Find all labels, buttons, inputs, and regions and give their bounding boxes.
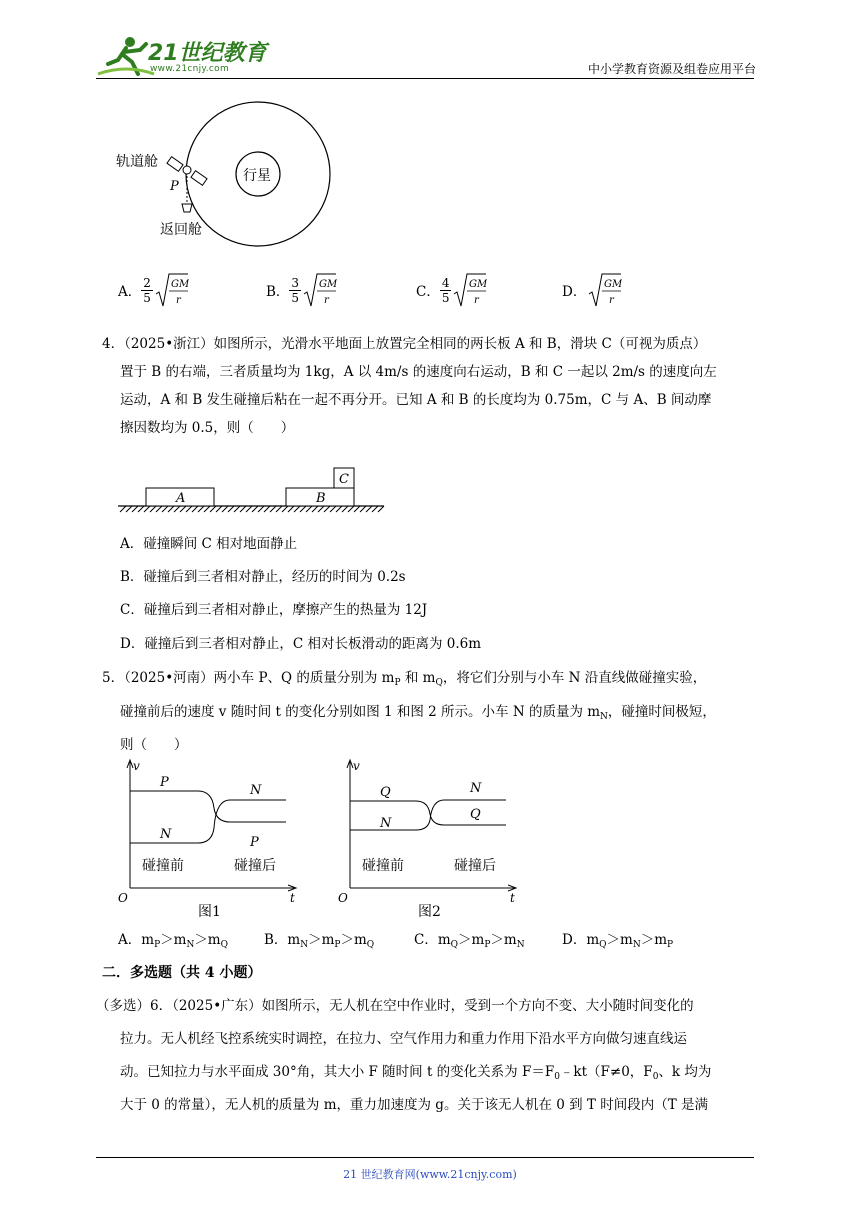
q3-option-1: B． $\frac{3}{5}$ GM r [266,275,338,306]
q5-option-0: A．$m_P>m_N>m_Q$ [118,932,229,950]
q6-line4: 大于 0 的常量），无人机的质量为 m，重力加速度为 g。关于该无人机在 0 到 T 时间段内（T 是满 [120,1097,709,1113]
svg-text:GM: GM [604,279,623,290]
svg-text:碰撞前: 碰撞前 [362,858,404,874]
svg-text:N: N [380,816,392,831]
q4-option-d: D．碰撞后到三者相对静止，C 相对长板滑动的距离为 0.6m [120,636,482,652]
svg-text:t: t [290,891,295,905]
svg-text:N: N [470,781,482,796]
runner-logo-icon [96,34,156,78]
svg-text:N: N [250,783,262,798]
velocity-graph-2 [332,758,532,924]
q6-line1: （多选）6．（2025•广东）如图所示，无人机在空中作业时，受到一个方向不变、大小随时间变化的 [96,998,694,1014]
return-capsule-icon [182,204,192,212]
svg-text:r: r [609,295,615,306]
svg-text:r: r [324,295,329,306]
svg-text:碰撞前: 碰撞前 [142,858,184,874]
q4-line1: 4．（2025•浙江）如图所示，光滑水平地面上放置完全相同的两长板 A 和 B，滑块 C（可视为质点） [102,336,707,352]
point-p-label: P [170,179,179,194]
return-label: 返回舱 [160,222,202,238]
logo-text: 21世纪教育 [148,41,267,66]
planet-label: 行星 [243,168,271,184]
svg-text:碰撞后: 碰撞后 [234,858,276,874]
header-platform-text: 中小学教育资源及组卷应用平台 [587,62,756,76]
svg-text:图1: 图1 [198,904,221,920]
footer-text: 21 世纪教育网(www.21cnjy.com) [343,1168,517,1181]
q4-line4: 擦因数均为 0.5，则（ ） [120,420,295,436]
svg-text:P: P [160,775,169,790]
q5-line2: 碰撞前后的速度 v 随时间 t 的变化分别如图 1 和图 2 所示。小车 N 的质量为 $m_N$，碰撞时间极短， [120,704,716,722]
svg-text:Q: Q [470,807,481,822]
q4-line2: 置于 B 的右端，三者质量均为 1kg，A 以 4m/s 的速度向右运动，B 和 C 一起以 2m/s 的速度向左 [120,364,717,380]
svg-text:碰撞后: 碰撞后 [454,858,496,874]
svg-text:Q: Q [380,785,391,800]
section-title: 二．多选题（共 4 小题） [102,965,262,981]
q5-option-1: B．$m_N>m_P>m_Q$ [264,932,375,950]
svg-text:t: t [510,891,515,905]
header-divider [96,78,754,79]
svg-text:C: C [339,472,349,487]
q6-line2: 拉力。无人机经飞控系统实时调控，在拉力、空气作用力和重力作用下沿水平方向做匀速直线运 [120,1031,687,1047]
orbiter-label: 轨道舱 [116,154,158,170]
svg-text:v: v [133,759,140,773]
q3-option-3: D． GM r [562,272,622,308]
svg-text:r: r [175,295,181,306]
q5-option-2: C．$m_Q>m_P>m_N$ [414,932,525,950]
svg-text:v: v [353,759,360,773]
svg-text:P: P [250,835,259,850]
logo-url: www.21cnjy.com [150,64,230,74]
q4-option-a: A．碰撞瞬间 C 相对地面静止 [120,536,298,552]
q5-option-3: D．$m_Q>m_N>m_P$ [562,932,674,950]
svg-text:GM: GM [469,279,488,290]
q5-line3: 则（ ） [120,737,188,753]
footer-divider [96,1157,754,1158]
q3-option-2: C． $\frac{4}{5}$ GM r [416,275,488,306]
boards-figure [118,464,388,518]
q3-option-0: A． $\frac{2}{5}$ GM r [118,275,189,306]
velocity-graph-1 [112,758,312,924]
q6-line3: 动。已知拉力与水平面成 30°角，其大小 F 随时间 t 的变化关系为 $F=F_0﹣kt(F\ne 0$，$F_0$、k 均为 [120,1064,712,1082]
orbit-figure [110,100,340,250]
svg-text:GM: GM [319,279,338,290]
q4-line3: 运动，A 和 B 发生碰撞后粘在一起不再分开。已知 A 和 B 的长度均为 0.75m，C 与 A、B 间动摩 [120,392,712,408]
svg-text:r: r [474,295,480,306]
q4-option-c: C．碰撞后到三者相对静止，摩擦产生的热量为 12J [120,602,428,618]
q4-option-b: B．碰撞后到三者相对静止，经历的时间为 0.2s [120,569,406,585]
svg-text:B: B [316,491,326,506]
svg-text:A: A [176,491,186,506]
svg-text:图2: 图2 [418,904,441,920]
svg-text:O: O [338,891,348,905]
svg-text:O: O [118,891,128,905]
q5-line1: 5．（2025•河南）两小车 P、Q 的质量分别为 $m_P$ 和 $m_Q$，将它们分别与小车 N 沿直线做碰撞实验， [102,670,707,688]
svg-text:N: N [160,827,172,842]
svg-text:GM: GM [170,279,189,290]
